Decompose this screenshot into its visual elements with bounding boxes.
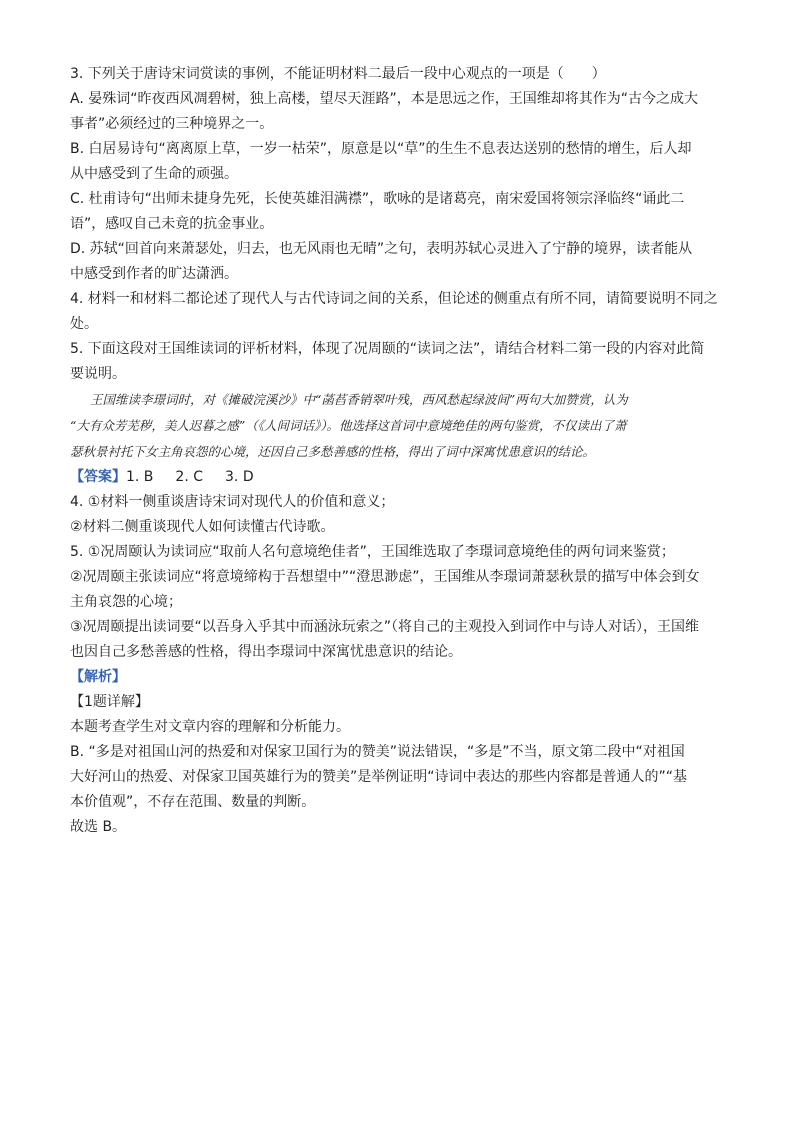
option-c-line-1: C. 杜甫诗句“出师未捷身先死，长使英雄泪满襟”，歌咏的是诸葛亮，南宋爱国将领宗泽临终“诵此二 [70, 191, 685, 207]
option-b-line-1: B. 白居易诗句“离离原上草，一岁一枯荣”，原意是以“草”的生生不息表达送别的愁情的增生，后人却 [70, 141, 692, 157]
answer-3: 3. D [225, 469, 254, 485]
answer-1: 1. B [126, 469, 154, 485]
option-c-line-2: 语”，感叹自己未竟的抗金事业。 [70, 216, 274, 232]
option-b-line-2: 从中感受到了生命的顽强。 [70, 166, 238, 182]
answer-2: 2. C [175, 469, 204, 485]
analysis-line-5: 故选 B。 [70, 819, 127, 835]
quote-line-2: “大有众芳芜秽，美人迟暮之感”（《人间词话》）。他选择这首词中意境绝佳的两句鉴赏，不仅读出了萧 [70, 418, 627, 433]
answer-5-line-1: 5. ①况周颐认为读词应“取前人名句意境绝佳者”，王国维选取了李璟词意境绝佳的两句词来鉴赏； [70, 544, 675, 560]
detail-label: 【1题详解】 [70, 694, 149, 710]
question-5-line-2: 要说明。 [70, 366, 126, 382]
analysis-line-2: B. “多是对祖国山河的热爱和对保家卫国行为的赞美”说法错误，“多是”不当，原文第二段中“对祖国 [70, 744, 685, 760]
analysis-line-4: 本价值观”，不存在范围、数量的判断。 [70, 794, 316, 810]
analysis-line-3: 大好河山的热爱、对保家卫国英雄行为的赞美”是举例证明“诗词中表达的那些内容都是普通人的”“基 [70, 769, 688, 785]
option-a-line-1: A. 晏殊词“昨夜西风凋碧树，独上高楼，望尽天涯路”，本是思远之作，王国维却将其作为“古今之成大 [70, 91, 698, 107]
analysis-line-1: 本题考查学生对文章内容的理解和分析能力。 [70, 719, 350, 735]
answer-4-line-1: 4. ①材料一侧重谈唐诗宋词对现代人的价值和意义； [70, 494, 395, 510]
answer-5-line-2b: 主角哀怨的心境； [70, 594, 182, 610]
question-5-line-1: 5. 下面这段对王国维读词的评析材料，体现了况周颐的“读词之法”，请结合材料二第一段的内容对此简 [70, 341, 705, 357]
option-a-line-2: 事者”必须经过的三种境界之一。 [70, 116, 274, 132]
question-4-line-1: 4. 材料一和材料二都论述了现代人与古代诗词之间的关系，但论述的侧重点有所不同，请简要说明不同之 [70, 291, 718, 307]
answer-4-line-2: ②材料二侧重谈现代人如何读懂古代诗歌。 [70, 519, 335, 535]
analysis-label: 【解析】 [70, 669, 126, 685]
question-4-line-2: 处。 [70, 316, 98, 332]
document-page [70, 62, 730, 840]
answer-summary [70, 465, 730, 490]
option-d-line-2: 中感受到作者的旷达潇洒。 [70, 266, 238, 282]
answer-5-line-3a: ③况周颐提出读词要“以吾身入乎其中而涵泳玩索之”（将自己的主观投入到词作中与诗人对话），王国维 [70, 619, 700, 635]
quote-line-3: 瑟秋景衬托下女主角哀怨的心境，还因自己多愁善感的性格，得出了词中深寓忧患意识的结论。 [70, 444, 596, 459]
answer-label: 【答案】 [70, 469, 126, 485]
option-d-line-1: D. 苏轼“回首向来萧瑟处，归去，也无风雨也无晴”之句，表明苏轼心灵进入了宁静的境界，读者能从 [70, 241, 693, 257]
quote-line-1: 王国维读李璟词时，对《摊破浣溪沙》中“菡萏香销翠叶残，西风愁起绿波间”两句大加赞赏，认为 [90, 392, 628, 407]
answer-5-line-2a: ②况周颐主张读词应“将意境缔构于吾想望中”“澄思渺虑”，王国维从李璟词萧瑟秋景的描写中体会到女 [70, 569, 700, 585]
question-3-stem: 3. 下列关于唐诗宋词赏读的事例，不能证明材料二最后一段中心观点的一项是（ ） [70, 66, 606, 82]
answer-5-line-3b: 也因自己多愁善感的性格，得出李璟词中深寓忧患意识的结论。 [70, 644, 462, 660]
